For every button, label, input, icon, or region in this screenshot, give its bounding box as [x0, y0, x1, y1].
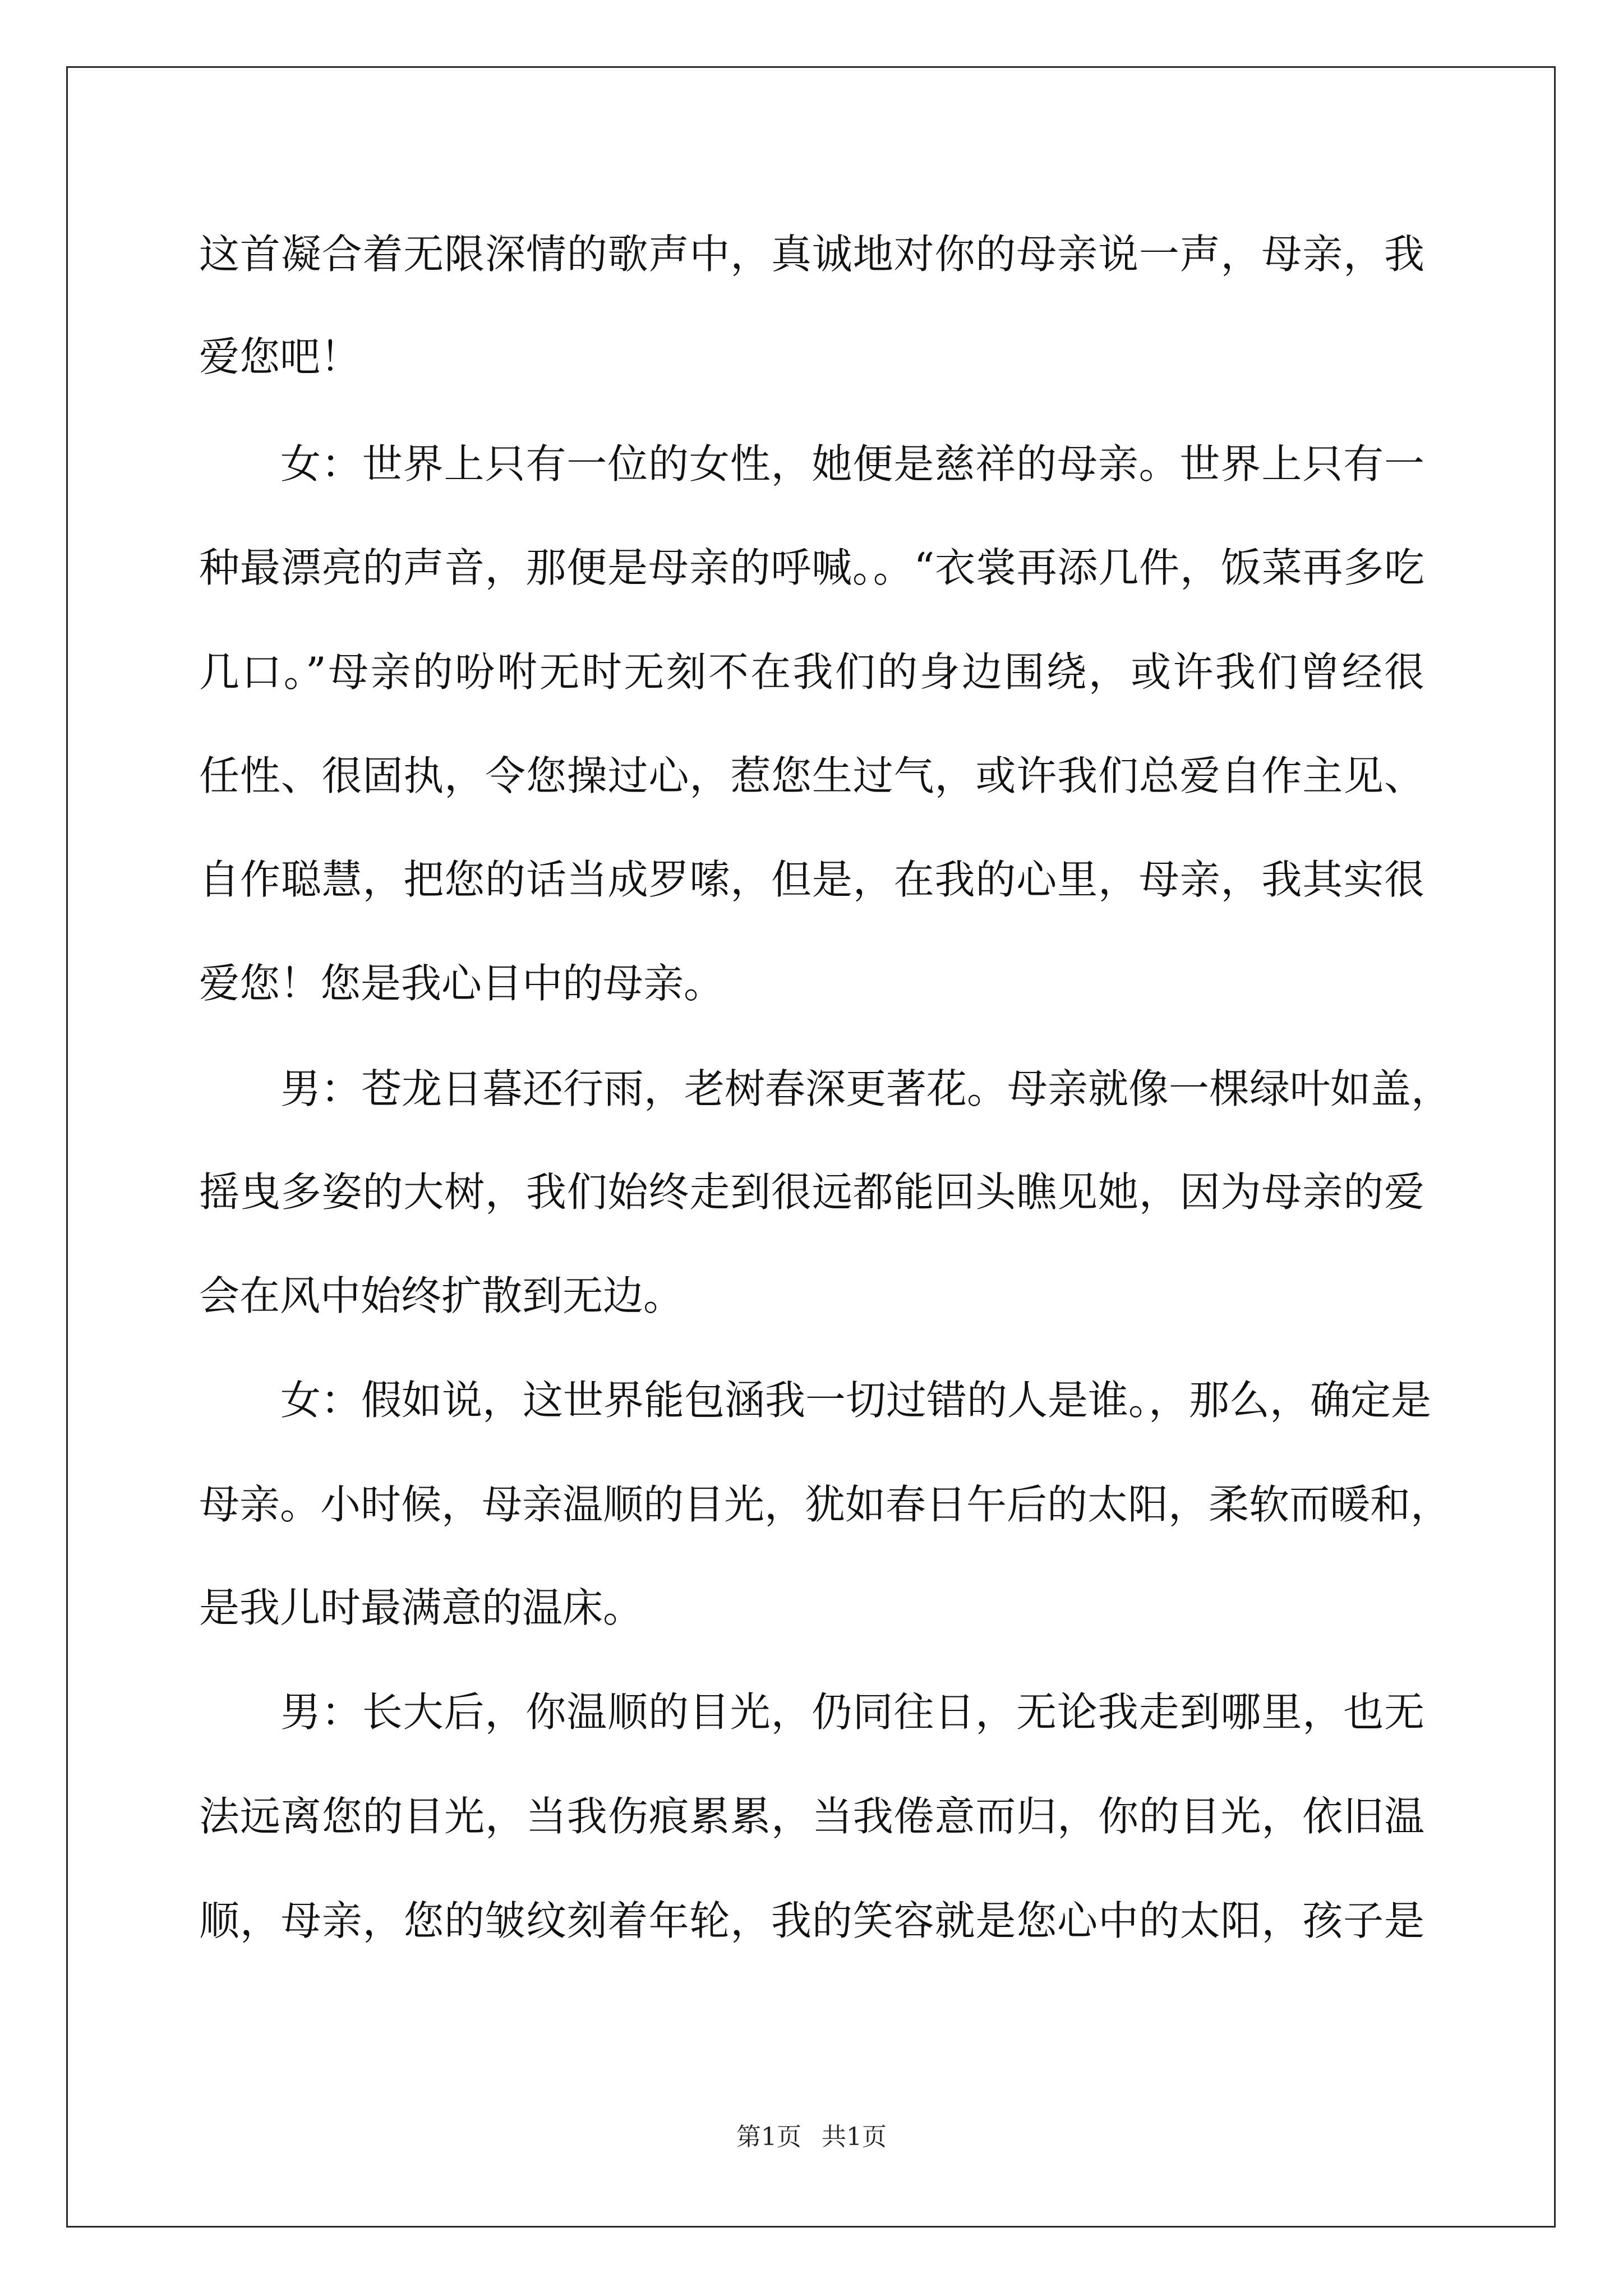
- text-line: 种最漂亮的声音，那便是母亲的呼喊。。“衣裳再添几件，饭菜再多吃: [199, 544, 1424, 591]
- text-line: 母亲。小时候，母亲温顺的目光，犹如春日午后的太阳，柔软而暖和，: [199, 1481, 1451, 1528]
- text-line: 男：长大后，你温顺的目光，仍同往日，无论我走到哪里，也无: [280, 1688, 1424, 1736]
- text-line: 爱您吧！: [199, 333, 361, 380]
- page-number-current: 第1页: [736, 2123, 801, 2151]
- text-line: 摇曳多姿的大树，我们始终走到很远都能回头瞧见她，因为母亲的爱: [199, 1168, 1424, 1216]
- text-line: 几口。”母亲的吩咐无时无刻不在我们的身边围绕，或许我们曾经很: [199, 648, 1424, 696]
- text-line: 法远离您的目光，当我伤痕累累，当我倦意而归，你的目光，依旧温: [199, 1793, 1424, 1840]
- text-line: 自作聪慧，把您的话当成罗嗦，但是，在我的心里，母亲，我其实很: [199, 856, 1424, 903]
- text-line: 爱您！您是我心目中的母亲。: [199, 960, 725, 1007]
- page-footer: [0, 2120, 1623, 2154]
- text-line: 是我儿时最满意的温床。: [199, 1584, 644, 1631]
- text-line: 会在风中始终扩散到无边。: [199, 1272, 684, 1319]
- text-line: 男：苍龙日暮还行雨，老树春深更著花。母亲就像一棵绿叶如盖，: [280, 1065, 1452, 1112]
- text-line: 这首凝合着无限深情的歌声中，真诚地对你的母亲说一声，母亲，我: [199, 231, 1424, 278]
- text-line: 女：世界上只有一位的女性，她便是慈祥的母亲。世界上只有一: [280, 440, 1424, 487]
- text-line: 顺，母亲，您的皱纹刻着年轮，我的笑容就是您心中的太阳，孩子是: [199, 1897, 1424, 1944]
- page-number-total: 共1页: [822, 2123, 887, 2151]
- text-line: 女：假如说，这世界能包涵我一切过错的人是谁。，那么，确定是: [280, 1377, 1432, 1424]
- text-line: 任性、很固执，令您操过心，惹您生过气，或许我们总爱自作主见、: [199, 752, 1424, 799]
